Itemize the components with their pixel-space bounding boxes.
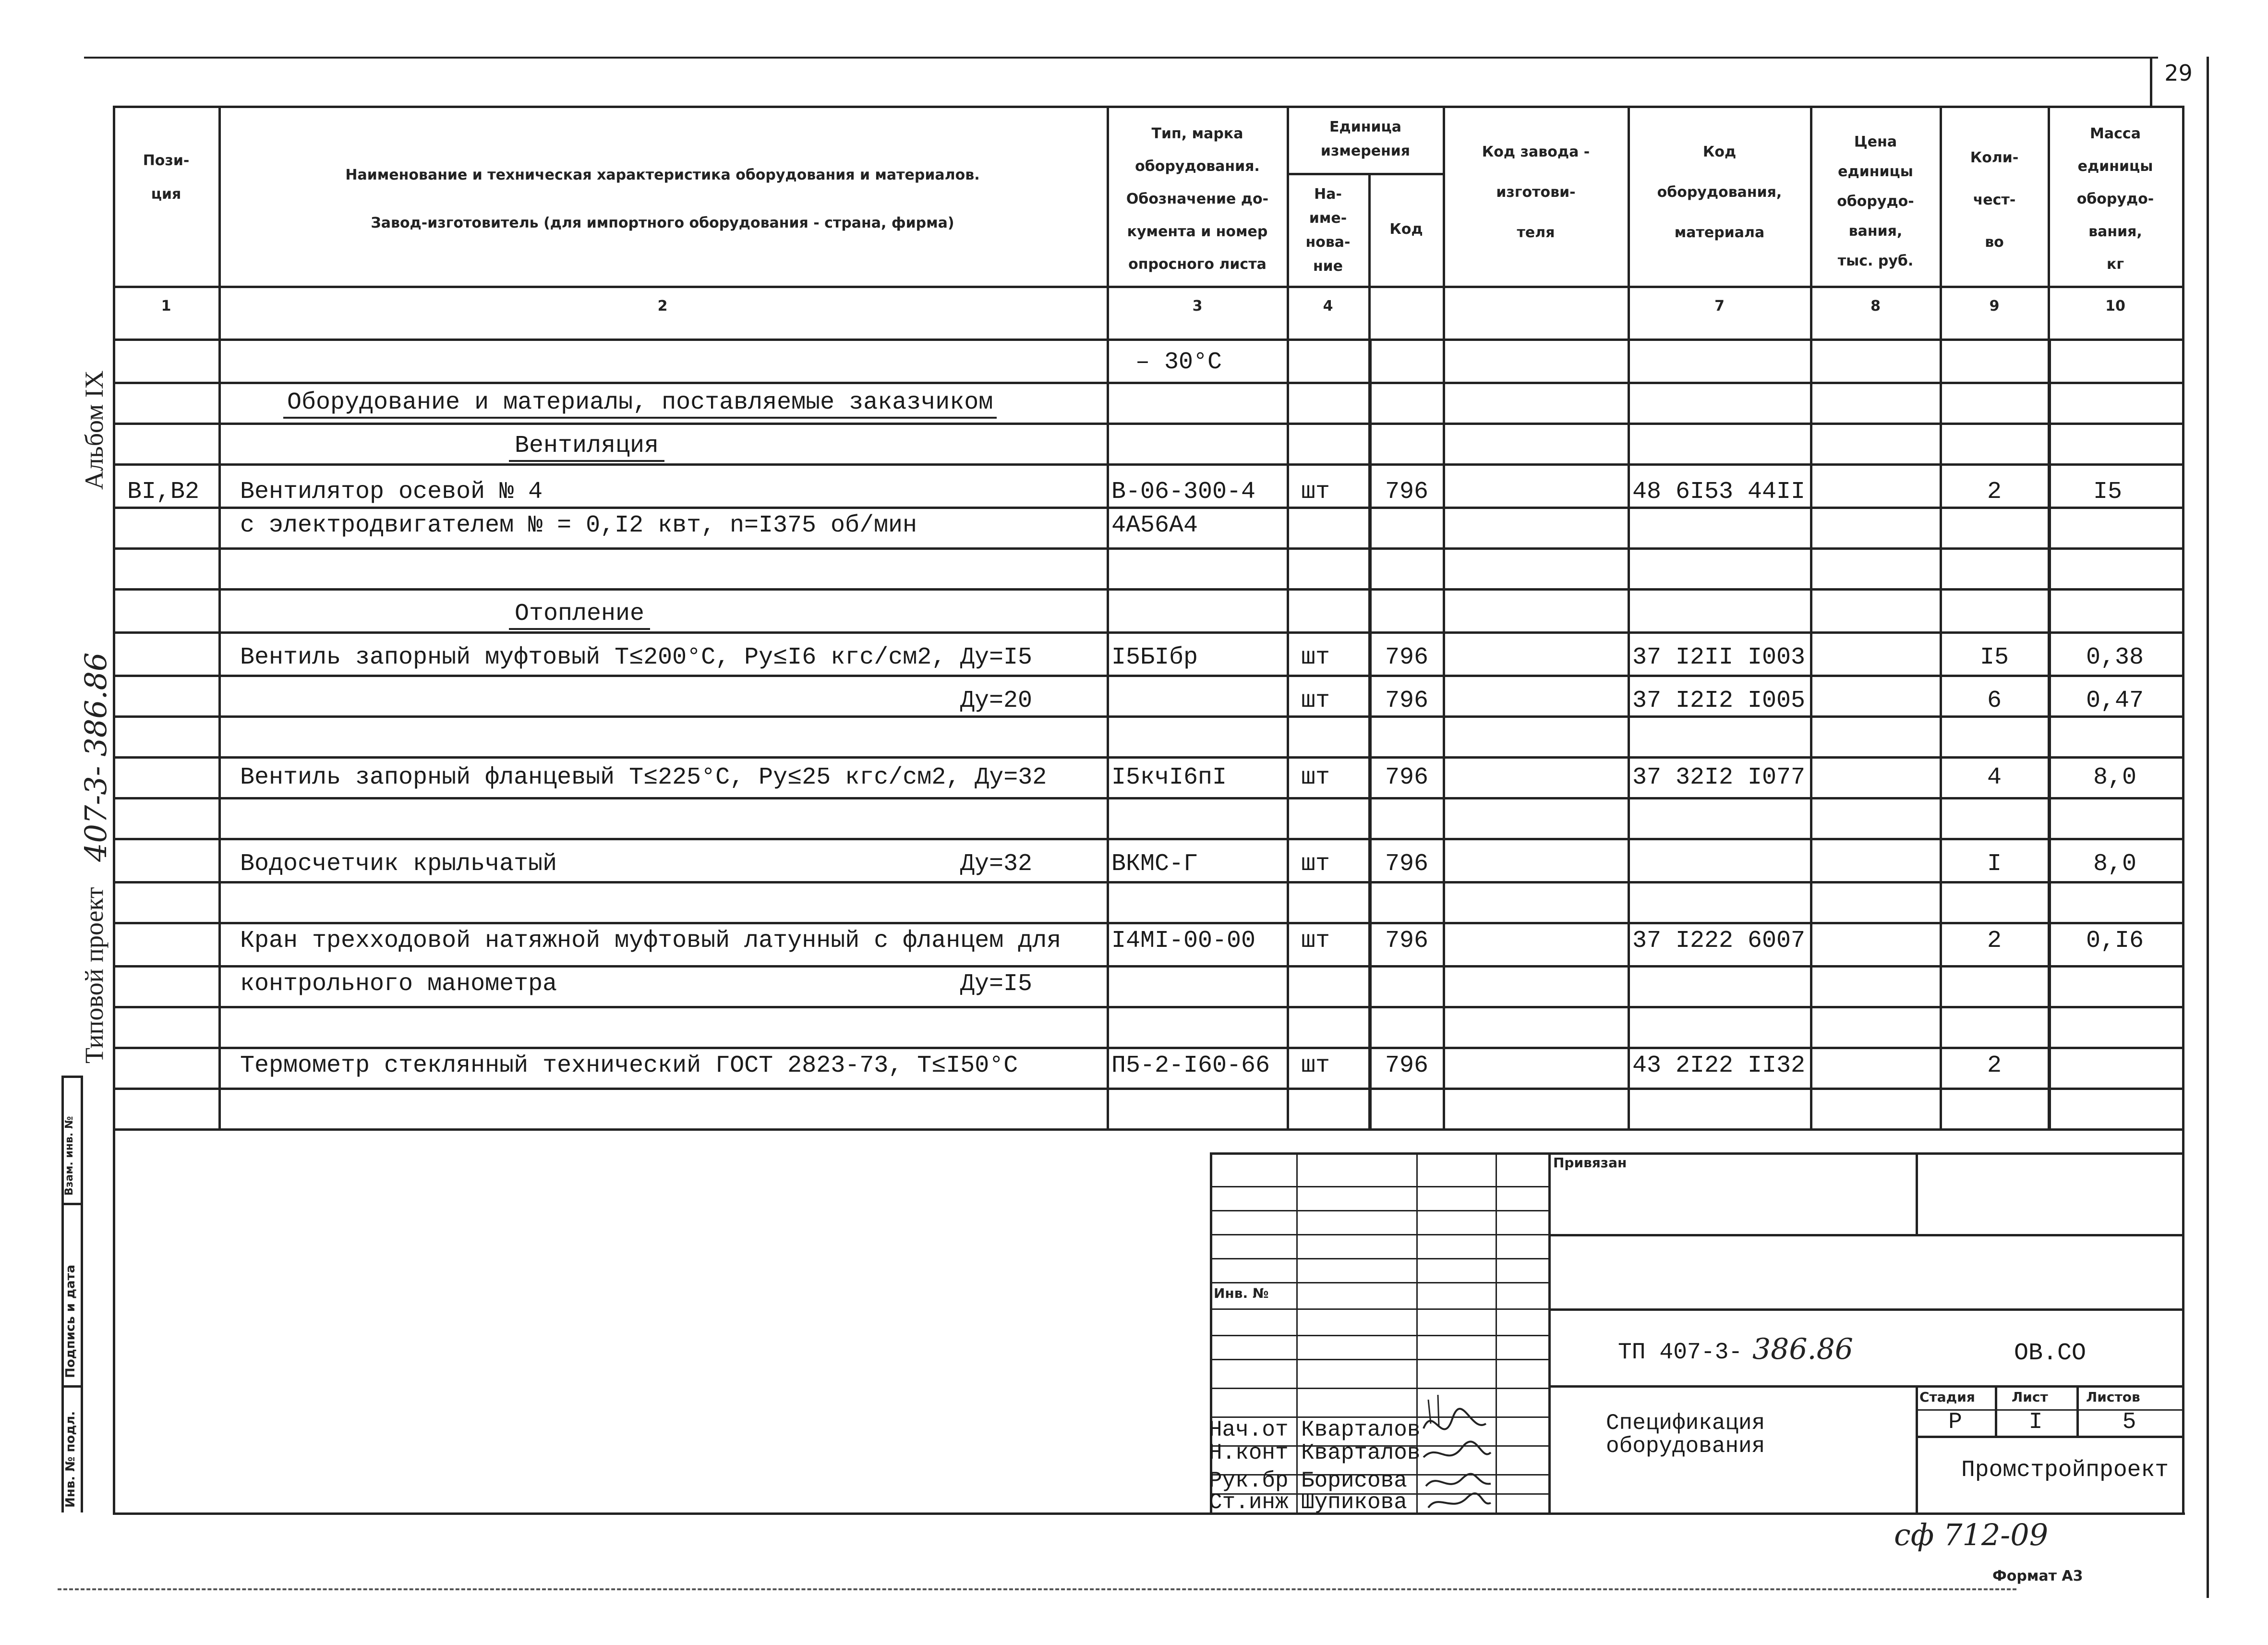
tb-grid-col	[1296, 1152, 1298, 1512]
tb-role: Н.конт	[1209, 1440, 1289, 1465]
row-line	[113, 922, 2182, 924]
row-line	[113, 1047, 2182, 1049]
row-nominal-diameter: Ду=I5	[960, 644, 1033, 671]
tb-organization: Промстройпроект	[1961, 1457, 2169, 1483]
row-line	[113, 507, 2182, 509]
col-line-6	[1628, 106, 1630, 1131]
header-col-price: Цена единицы оборудо- вания, тыс. руб.	[1837, 133, 1914, 269]
tb-stage-label: Стадия	[1919, 1389, 1975, 1405]
row-type: I4МI-00-00	[1111, 927, 1256, 955]
colnum-10: 10	[2105, 298, 2125, 314]
col-line-9-heavy	[2048, 341, 2051, 1131]
tb-staff-name: Борисова	[1301, 1468, 1407, 1493]
row-quantity: 2	[1987, 927, 2002, 955]
row-unit: шт	[1301, 1052, 1330, 1079]
row-name: Термометр стеклянный технический ГОСТ 2823-73, Т≤I50°С	[240, 1052, 1018, 1079]
tb-grid-row	[1210, 1186, 1548, 1187]
tb-grid-col	[1496, 1152, 1497, 1512]
section-heading-heating: Отопление	[509, 600, 650, 630]
row-type: П5-2-I60-66	[1111, 1052, 1270, 1079]
row-name: контрольного манометра	[240, 970, 557, 998]
stamp-inventory-original: Инв. № подл.	[63, 1411, 78, 1508]
row-unit-code: 796	[1385, 850, 1429, 878]
row-unit: шт	[1301, 478, 1330, 506]
inner-right-frame	[2182, 106, 2184, 1512]
row-unit-code: 796	[1385, 687, 1429, 714]
row-line	[113, 1088, 2182, 1090]
row-mass: I5	[2093, 478, 2122, 506]
tb-line	[1548, 1385, 2182, 1388]
row-line	[113, 631, 2182, 634]
row-position: BI,B2	[127, 478, 200, 506]
header-col-name: Наименование и техническая характеристика оборудования и материалов. Завод-изготовитель (для импортного оборудования - страна, фирма)	[345, 167, 980, 231]
top-rule	[84, 57, 2158, 59]
album-label: Альбом IX	[80, 370, 109, 490]
col-line-1	[218, 106, 221, 1131]
row-type: I5кчI6пI	[1111, 764, 1227, 791]
header-col-position: Пози- ция	[143, 152, 190, 203]
header-col-material-code: Код оборудования, материала	[1657, 144, 1782, 241]
tb-line	[1916, 1436, 2182, 1438]
row-unit: шт	[1301, 764, 1330, 791]
tb-sheets-value: 5	[2122, 1409, 2136, 1435]
table-bottom-line	[113, 1128, 2182, 1131]
row-line	[113, 838, 2182, 840]
signatures-graphic	[1419, 1390, 1496, 1512]
row-quantity: 2	[1987, 1052, 2002, 1079]
project-number-handwritten: 407-3- 386.86	[78, 652, 113, 862]
row-quantity: 4	[1987, 764, 2002, 791]
header-col-type: Тип, марка оборудования. Обозначение до- кумента и номер опросного листа	[1126, 125, 1269, 273]
col-line-5	[1443, 106, 1445, 1131]
row-nominal-diameter: Ду=20	[960, 687, 1033, 714]
row-unit: шт	[1301, 687, 1330, 714]
row-mass: 8,0	[2093, 850, 2136, 878]
tb-staff-name: Шупикова	[1301, 1490, 1407, 1515]
tb-grid-row	[1210, 1282, 1548, 1283]
row-material-code: 43 2I22 II32	[1632, 1052, 1806, 1079]
row-material-code: 48 6I53 44II	[1632, 478, 1806, 506]
page-number: 29	[2164, 60, 2193, 86]
tb-role: Нач.от	[1209, 1417, 1289, 1442]
colnum-9: 9	[1989, 298, 2000, 314]
tb-sheet-code: ОВ.СО	[2014, 1340, 2087, 1367]
titleblock-divider	[1548, 1152, 1551, 1512]
tb-sheet-value: I	[2028, 1409, 2043, 1435]
header-bottom-line	[113, 286, 2182, 288]
row-line	[113, 588, 2182, 591]
tb-role: Ст.инж	[1209, 1490, 1289, 1515]
col-line-4-heavy	[1368, 341, 1372, 1131]
row-material-code: 37 32I2 I077	[1632, 764, 1806, 791]
tb-line	[1548, 1308, 2182, 1311]
section-title-customer-supplied: Оборудование и материалы, поставляемые заказчиком	[283, 389, 997, 419]
tb-sheets-label: Листов	[2086, 1389, 2140, 1405]
row-unit-code: 796	[1385, 1052, 1429, 1079]
tb-sheet-label: Лист	[2012, 1389, 2048, 1405]
tb-staff-name: Кварталов	[1301, 1417, 1421, 1442]
tb-line	[1916, 1385, 1918, 1512]
row-unit-code: 796	[1385, 478, 1429, 506]
right-frame	[2207, 57, 2209, 1598]
tb-stage-value: Р	[1948, 1409, 1962, 1435]
row-nominal-diameter: Ду=32	[960, 850, 1033, 878]
tb-staff-name: Кварталов	[1301, 1440, 1421, 1465]
row-unit: шт	[1301, 850, 1330, 878]
colnum-7: 7	[1714, 298, 1725, 314]
bottom-frame	[113, 1512, 2185, 1515]
row-temperature-note: – 30°С	[1135, 349, 1222, 376]
order-number-handwritten: сф 712-09	[1894, 1517, 2049, 1552]
row-material-code: 37 I2I2 I005	[1632, 687, 1806, 714]
header-col-unit-code: Код	[1389, 221, 1423, 238]
tb-grid-row	[1210, 1388, 1548, 1389]
colnum-2: 2	[657, 298, 668, 314]
row-line	[113, 1006, 2182, 1008]
row-line	[113, 382, 2182, 384]
trim-line	[58, 1588, 2016, 1590]
colnum-3: 3	[1192, 298, 1203, 314]
project-label: Типовой проект	[80, 887, 109, 1064]
page-box-left	[2150, 57, 2152, 106]
table-top-border	[113, 106, 2182, 108]
stamp-line	[61, 1385, 83, 1388]
header-col-unit-group: Единица измерения	[1320, 119, 1411, 159]
tb-inventory-label: Инв. №	[1214, 1285, 1269, 1301]
row-line	[113, 797, 2182, 799]
row-line	[113, 965, 2182, 968]
header-col-unit-name: На- име- нова- ние	[1305, 186, 1351, 275]
row-line	[113, 463, 2182, 466]
stamp-replacement-inventory: Взам. инв. №	[63, 1116, 75, 1196]
row-type: В-06-300-4	[1111, 478, 1256, 506]
tb-grid-row	[1210, 1359, 1548, 1360]
colnum-8: 8	[1870, 298, 1881, 314]
stamp-signature-date: Подпись и дата	[63, 1264, 78, 1378]
row-unit-code: 796	[1385, 764, 1429, 791]
stamp-right-line	[81, 1076, 83, 1512]
row-mass: 0,38	[2086, 644, 2144, 671]
header-col-factory-code: Код завода - изготови- теля	[1482, 144, 1590, 241]
row-unit-code: 796	[1385, 644, 1429, 671]
row-nominal-diameter: Ду=I5	[960, 970, 1033, 998]
row-quantity: 2	[1987, 478, 2002, 506]
tb-grid-row	[1210, 1258, 1548, 1259]
row-unit-code: 796	[1385, 927, 1429, 955]
row-line	[113, 423, 2182, 425]
row-mass: 8,0	[2093, 764, 2136, 791]
tb-grid-row	[1210, 1210, 1548, 1211]
tb-grid-row	[1210, 1234, 1548, 1235]
format-label: Формат А3	[1992, 1568, 2083, 1585]
row-line	[113, 547, 2182, 550]
tb-grid-row	[1210, 1335, 1548, 1336]
tb-document-code-handwritten: 386.86	[1752, 1332, 1853, 1366]
tb-role: Рук.бр	[1209, 1468, 1289, 1493]
row-material-code: 37 I2II I003	[1632, 644, 1806, 671]
row-material-code: 37 I222 6007	[1632, 927, 1806, 955]
header-col-mass: Масса единицы оборудо- вания, кг	[2076, 125, 2154, 273]
row-name: Вентиль запорный фланцевый Т≤225°С, Ру≤25 кгс/см2, Ду=32	[240, 764, 1047, 791]
tb-document-title: Спецификация оборудования	[1606, 1411, 1765, 1459]
tb-linked-label: Привязан	[1553, 1155, 1627, 1171]
row-type: 4А56А4	[1111, 512, 1198, 539]
row-name-speed: n=I375 об/мин	[730, 512, 917, 539]
tb-line	[1916, 1152, 1918, 1234]
row-line	[113, 756, 2182, 759]
header-col-quantity: Коли- чест- во	[1970, 149, 2019, 251]
row-name: Вентиль запорный муфтовый Т≤200°С, Ру≤I6 кгс/см2,	[240, 644, 946, 671]
tb-grid-row	[1210, 1308, 1548, 1310]
row-mass: 0,47	[2086, 687, 2144, 714]
row-mass: 0,I6	[2086, 927, 2144, 955]
section-heading-ventilation: Вентиляция	[509, 432, 664, 462]
row-line	[113, 715, 2182, 718]
row-name: Кран трехходовой натяжной муфтовый латунный с фланцем для	[240, 927, 1062, 955]
row-name: Водосчетчик крыльчатый	[240, 850, 557, 878]
row-name: Вентилятор осевой № 4	[240, 478, 543, 506]
stamp-line	[61, 1203, 83, 1205]
tb-document-code: ТП 407-3-	[1618, 1340, 1743, 1366]
colnum-1: 1	[161, 298, 171, 314]
row-name: с электродвигателем № = 0,I2 квт,	[240, 512, 716, 539]
row-unit: шт	[1301, 927, 1330, 955]
colnum-4: 4	[1323, 298, 1333, 314]
row-quantity: I5	[1979, 644, 2009, 671]
unit-group-line	[1287, 173, 1443, 175]
stamp-line	[61, 1076, 83, 1078]
titleblock-top	[1210, 1152, 2182, 1155]
row-quantity: I	[1987, 850, 2002, 878]
row-quantity: 6	[1987, 687, 2002, 714]
row-unit: шт	[1301, 644, 1330, 671]
tb-line	[1548, 1234, 2182, 1236]
row-line	[113, 881, 2182, 883]
row-type: I5БIбр	[1111, 644, 1198, 671]
row-line	[113, 675, 2182, 677]
row-type: ВКМС-Г	[1111, 850, 1198, 878]
colnum-bottom-line	[113, 339, 2182, 341]
